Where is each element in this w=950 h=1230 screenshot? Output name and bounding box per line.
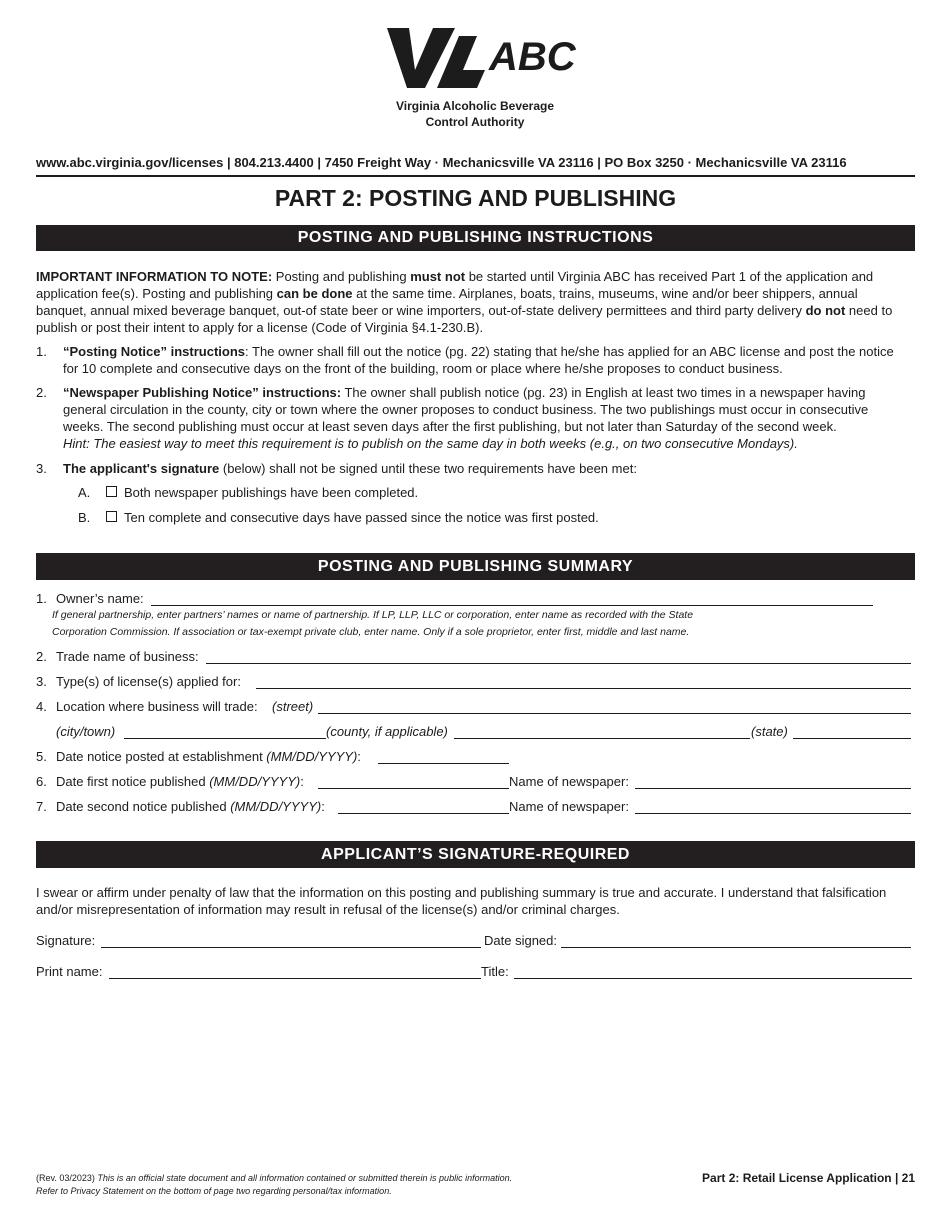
- location-city-row: [36, 723, 911, 741]
- print-name-label: Print name:: [36, 964, 103, 979]
- item-number: 2.: [36, 385, 47, 400]
- street-field[interactable]: [318, 713, 911, 714]
- instructions-heading: POSTING AND PUBLISHING INSTRUCTIONS: [36, 225, 915, 251]
- requirement-text: Both newspaper publishings have been completed.: [124, 485, 419, 500]
- item-label: The applicant's signature: [63, 461, 220, 476]
- requirement-text: Ten complete and consecutive days have passed since the notice was first posted.: [124, 510, 599, 525]
- date-format: (MM/DD/YYYY): [266, 749, 358, 764]
- second-publish-row: [36, 798, 911, 816]
- license-type-row: [36, 673, 911, 691]
- important-bold: do not: [805, 303, 846, 318]
- first-newspaper-field[interactable]: [635, 788, 911, 789]
- field-number: 4.: [36, 699, 47, 714]
- revision-date: (Rev. 03/2023): [36, 1173, 95, 1183]
- date-posted-row: [36, 748, 911, 766]
- field-number: 5.: [36, 749, 47, 764]
- summary-heading: POSTING AND PUBLISHING SUMMARY: [36, 553, 915, 580]
- date-label-text: Date first notice published: [56, 774, 210, 789]
- first-publish-label: [56, 773, 304, 790]
- city-field[interactable]: [124, 738, 326, 739]
- header-logo-block: [380, 26, 576, 130]
- footer-line: This is an official state document and all information contained or submitted therein is public information.: [94, 1173, 513, 1183]
- item-number: 3.: [36, 461, 47, 476]
- important-info-paragraph: [36, 268, 910, 336]
- print-name-row: [36, 963, 911, 981]
- date-format: (MM/DD/YYYY): [230, 799, 322, 814]
- signature-statement: I swear or affirm under penalty of law that the information on this posting and publishing summary is true and accurate. I understand that falsification and/or misrepresentation of information may result in refusal of the license(s) and/or criminal charges.: [36, 885, 887, 917]
- date-signed-label: Date signed:: [484, 933, 557, 948]
- title-field[interactable]: [514, 978, 912, 979]
- owner-name-row: [36, 590, 911, 608]
- field-number: 6.: [36, 774, 47, 789]
- date-label-text: Date second notice published: [56, 799, 231, 814]
- item-hint: Hint: The easiest way to meet this requirement is to publish on the same day in both weeks (e.g., on two consecutive Mondays).: [63, 436, 798, 451]
- requirement-b: [78, 509, 599, 526]
- trade-name-label: Trade name of business:: [56, 649, 199, 664]
- state-field[interactable]: [793, 738, 911, 739]
- item-number: 1.: [36, 344, 47, 359]
- item-label: “Newspaper Publishing Notice” instructions:: [63, 385, 342, 400]
- page-title: PART 2: POSTING AND PUBLISHING: [274, 185, 677, 211]
- instruction-item-2: [36, 384, 910, 452]
- second-publish-date-field[interactable]: [338, 813, 509, 814]
- logo-abc-text: ABC: [489, 35, 576, 79]
- date-label-text: Date notice posted at establishment: [56, 749, 267, 764]
- state-label: (state): [751, 724, 788, 739]
- first-publish-date-field[interactable]: [318, 788, 509, 789]
- important-text: Posting and publishing: [272, 269, 411, 284]
- requirement-b-checkbox[interactable]: [106, 511, 117, 522]
- important-bold: must not: [410, 269, 466, 284]
- date-posted-field[interactable]: [378, 763, 509, 764]
- field-number: 1.: [36, 591, 47, 606]
- owner-name-label: Owner’s name:: [56, 591, 144, 606]
- field-number: 7.: [36, 799, 47, 814]
- owner-note-line: If general partnership, enter partners’ names or name of partnership. If LP, LLP, LLC or corporation, enter name as recorded with the State: [52, 609, 694, 621]
- first-newspaper-label: Name of newspaper:: [509, 774, 629, 789]
- location-label: Location where business will trade:: [56, 699, 258, 714]
- date-signed-field[interactable]: [561, 947, 911, 948]
- signature-label: Signature:: [36, 933, 96, 948]
- signature-field[interactable]: [101, 947, 481, 948]
- print-name-field[interactable]: [109, 978, 481, 979]
- footer-notice: [36, 1172, 636, 1198]
- instruction-item-1: [36, 343, 910, 377]
- org-name-line2: Control Authority: [425, 115, 525, 129]
- important-label: IMPORTANT INFORMATION TO NOTE:: [36, 269, 273, 284]
- contact-info: www.abc.virginia.gov/licenses | 804.213.4400 | 7450 Freight Way · Mechanicsville VA 23116 | PO Box 3250 · Mechanicsville VA 23116: [36, 155, 847, 170]
- title-label: Title:: [481, 964, 509, 979]
- date-format: (MM/DD/YYYY): [209, 774, 301, 789]
- first-publish-row: [36, 773, 911, 791]
- page-number: Part 2: Retail License Application | 21: [702, 1171, 915, 1185]
- important-text: be started until Virginia ABC has received Part 1 of the application and application fee(s). Posting and publishing: [36, 269, 874, 301]
- important-bold: can be done: [276, 286, 353, 301]
- owner-note-line: Corporation Commission. If association or tax-exempt private club, enter name. Only if a sole proprietor, enter first, middle and last name.: [52, 626, 690, 638]
- item-text: (below) shall not be signed until these two requirements have been met:: [219, 461, 637, 476]
- item-text: The owner shall publish notice (pg. 23) in English at least two times in a newspaper having general circulation in the county, city or town where the owner proposes to conduct business. The two publishings must occur in consecutive weeks. The second publishing must occur at least seven days after the first publishing, but not later than Saturday of the second week.: [63, 385, 869, 434]
- field-number: 3.: [36, 674, 47, 689]
- field-number: 2.: [36, 649, 47, 664]
- important-text: at the same time. Airplanes, boats, trains, museums, wine and/or beer shippers, annual banquet, annual mixed beverage banquet, out-of state beer or wine importers, out-of-state delivery permittees and third party delivery: [36, 286, 858, 318]
- second-newspaper-field[interactable]: [635, 813, 911, 814]
- second-newspaper-label: Name of newspaper:: [509, 799, 629, 814]
- requirement-letter: A.: [78, 485, 91, 500]
- instruction-item-3: [36, 460, 910, 477]
- colon: :: [300, 774, 304, 789]
- signature-row: [36, 932, 911, 950]
- owner-name-note: [52, 607, 872, 641]
- county-label: (county, if applicable): [326, 724, 448, 739]
- colon: :: [321, 799, 325, 814]
- trade-name-row: [36, 648, 911, 666]
- city-label: (city/town): [56, 724, 116, 739]
- requirement-a: [78, 484, 418, 501]
- header-divider: [36, 175, 915, 177]
- footer-line: Refer to Privacy Statement on the bottom of page two regarding personal/tax information.: [36, 1186, 392, 1196]
- important-text: need to publish or post their intent to apply for a license (Code of Virginia §4.1-230.B).: [36, 303, 893, 335]
- license-type-field[interactable]: [256, 688, 911, 689]
- owner-name-field[interactable]: [151, 605, 873, 606]
- item-label: “Posting Notice” instructions: [63, 344, 246, 359]
- colon: :: [357, 749, 361, 764]
- county-field[interactable]: [454, 738, 750, 739]
- date-posted-label: [56, 748, 361, 765]
- item-text: : The owner shall fill out the notice (pg. 22) stating that he/she has applied for an ABC license and post the notice for 10 complete and consecutive days on the front of the building, room or place where he/she proposes to conduct business.: [63, 344, 894, 376]
- signature-heading: APPLICANT’S SIGNATURE-REQUIRED: [36, 841, 915, 868]
- va-abc-logo: [385, 26, 576, 90]
- location-street-row: [36, 698, 911, 716]
- license-type-label: Type(s) of license(s) applied for:: [56, 674, 241, 689]
- requirement-a-checkbox[interactable]: [106, 486, 117, 497]
- org-name-line1: Virginia Alcoholic Beverage: [395, 99, 555, 113]
- requirement-letter: B.: [78, 510, 91, 525]
- street-label: (street): [272, 699, 314, 714]
- second-publish-label: [56, 798, 325, 815]
- trade-name-field[interactable]: [206, 663, 911, 664]
